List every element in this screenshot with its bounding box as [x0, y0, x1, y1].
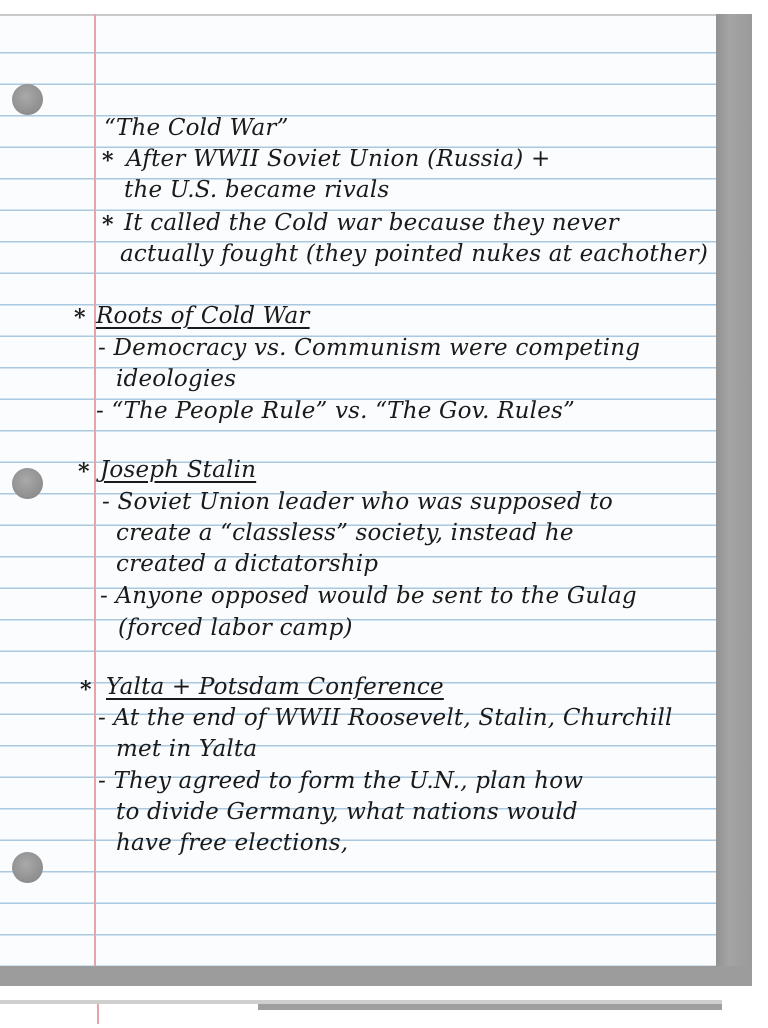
- scanner-shadow-right: [714, 14, 752, 984]
- intro-line-3: It called the Cold war because they never: [124, 210, 619, 236]
- scanner-shadow-bottom: [0, 966, 752, 986]
- section-line: - Anyone opposed would be sent to the Gulag: [100, 583, 637, 609]
- section-heading-yalta: Yalta + Potsdam Conference: [106, 674, 444, 700]
- lined-paper: [0, 14, 716, 966]
- section-line: (forced labor camp): [118, 615, 353, 641]
- section-line: - Democracy vs. Communism were competing: [98, 335, 641, 361]
- section-line: create a “classless” society, instead he: [116, 520, 574, 546]
- asterisk-bullet: *: [80, 677, 92, 703]
- section-line: to divide Germany, what nations would: [116, 799, 578, 825]
- section-line: - At the end of WWII Roosevelt, Stalin, Churchill: [98, 705, 673, 731]
- section-heading-roots: Roots of Cold War: [96, 303, 310, 329]
- intro-line-4: actually fought (they pointed nukes at eachother): [120, 241, 709, 267]
- notes-title: “The Cold War”: [104, 115, 289, 141]
- section-line: - “The People Rule” vs. “The Gov. Rules”: [96, 398, 576, 424]
- section-line: met in Yalta: [116, 736, 258, 762]
- paper-top-edge: [0, 14, 716, 16]
- punch-hole-bottom: [12, 852, 43, 883]
- next-page-shadow: [258, 1004, 722, 1010]
- section-line: - They agreed to form the U.N., plan how: [98, 768, 584, 794]
- asterisk-bullet: *: [102, 148, 114, 174]
- next-page-margin-line: [97, 1004, 99, 1024]
- asterisk-bullet: *: [78, 459, 90, 485]
- asterisk-bullet: *: [102, 212, 114, 238]
- punch-hole-middle: [12, 468, 43, 499]
- punch-hole-top: [12, 84, 43, 115]
- section-heading-stalin: Joseph Stalin: [100, 457, 257, 483]
- section-line: ideologies: [116, 366, 237, 392]
- intro-line-1: After WWII Soviet Union (Russia) +: [126, 146, 551, 172]
- asterisk-bullet: *: [74, 305, 86, 331]
- red-margin-line: [94, 14, 96, 966]
- section-line: created a dictatorship: [116, 551, 379, 577]
- section-line: - Soviet Union leader who was supposed to: [102, 489, 613, 515]
- intro-line-2: the U.S. became rivals: [124, 177, 390, 203]
- section-line: have free elections,: [116, 830, 349, 856]
